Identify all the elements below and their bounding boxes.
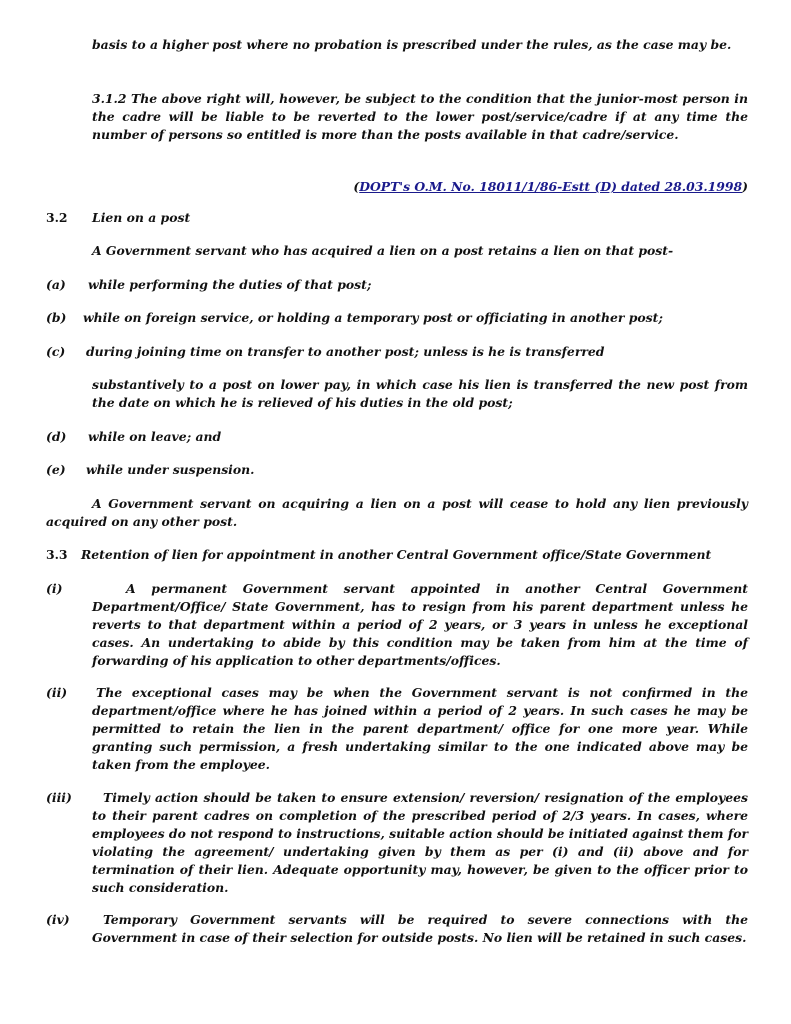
list-label-a: (a) (46, 277, 66, 292)
list-label-e: (e) (46, 462, 66, 477)
list-item-c: during joining time on transfer to another post; unless is he is transferred (86, 344, 605, 359)
list-item-e: while under suspension. (86, 462, 255, 477)
paragraph-3-1-2: 3.1.2 The above right will, however, be subject to the condition that the junior-most person in the cadre will be liable to be reverted to the lower post/service/cadre if at any time the number of persons so entitled is more than the posts available in that cadre/service. (92, 91, 748, 142)
list-label-d: (d) (46, 429, 67, 444)
list-item-ii: The exceptional cases may be when the Government servant is not confirmed in the department/office where he has joined within a period of 2 years. In such cases he may be permitted to retain the lien in the parent department/ office for one more year. While granting such permission, a fresh undertaking similar to the one indicated above may be taken from the employee. (92, 685, 748, 772)
list-item-i: A permanent Government servant appointed in another Central Government Department/Office/ State Government, has to resign from his parent department unless he reverts to that department within a period of 2 years, or 3 years in unless he exceptional cases. An undertaking to abide by this condition may be taken from him at the time of forwarding of his application to other departments/offices. (92, 581, 748, 668)
list-item-d: while on leave; and (88, 429, 222, 444)
citation-link[interactable]: DOPT's O.M. No. 18011/1/86-Estt (D) dated 28.03.1998 (359, 179, 743, 194)
citation-close-paren: ) (742, 179, 748, 194)
list-label-i: (i) (46, 581, 63, 596)
list-label-iv: (iv) (46, 912, 70, 927)
list-item-a: while performing the duties of that post; (88, 277, 372, 292)
list-label-iii: (iii) (46, 790, 72, 805)
continuation-paragraph: basis to a higher post where no probation is prescribed under the rules, as the case may be. (92, 37, 732, 52)
list-label-b: (b) (46, 310, 67, 325)
citation-reference (92, 178, 748, 196)
list-item-b: while on foreign service, or holding a temporary post or officiating in another post; (83, 310, 663, 325)
section-title-lien-on-post: Lien on a post (92, 210, 191, 225)
list-label-c: (c) (46, 344, 66, 359)
citation-open-paren: ( (353, 179, 360, 194)
cease-lien-paragraph: A Government servant on acquiring a lien on a post will cease to hold any lien previously acquired on any other post. (46, 496, 748, 529)
section-number-3-2: 3.2 (46, 210, 68, 225)
section-title-retention-of-lien: Retention of lien for appointment in another Central Government office/State Government (81, 547, 712, 562)
list-item-iii: Timely action should be taken to ensure extension/ reversion/ resignation of the employees to their parent cadres on completion of the prescribed period of 2/3 years. In cases, where employees do not respond to instructions, suitable action should be initiated against them for violating the agreement/ undertaking given by them as per (i) and (ii) above and for termination of their lien. Adequate opportunity may, however, be given to the officer prior to such consideration. (92, 790, 748, 895)
lien-intro-paragraph: A Government servant who has acquired a lien on a post retains a lien on that post- (92, 243, 674, 258)
list-item-iv: Temporary Government servants will be required to severe connections with the Government in case of their selection for outside posts. No lien will be retained in such cases. (92, 912, 748, 945)
list-label-ii: (ii) (46, 685, 68, 700)
section-number-3-3: 3.3 (46, 547, 68, 562)
list-item-c-continuation: substantively to a post on lower pay, in which case his lien is transferred the new post from the date on which he is relieved of his duties in the old post; (92, 377, 748, 410)
